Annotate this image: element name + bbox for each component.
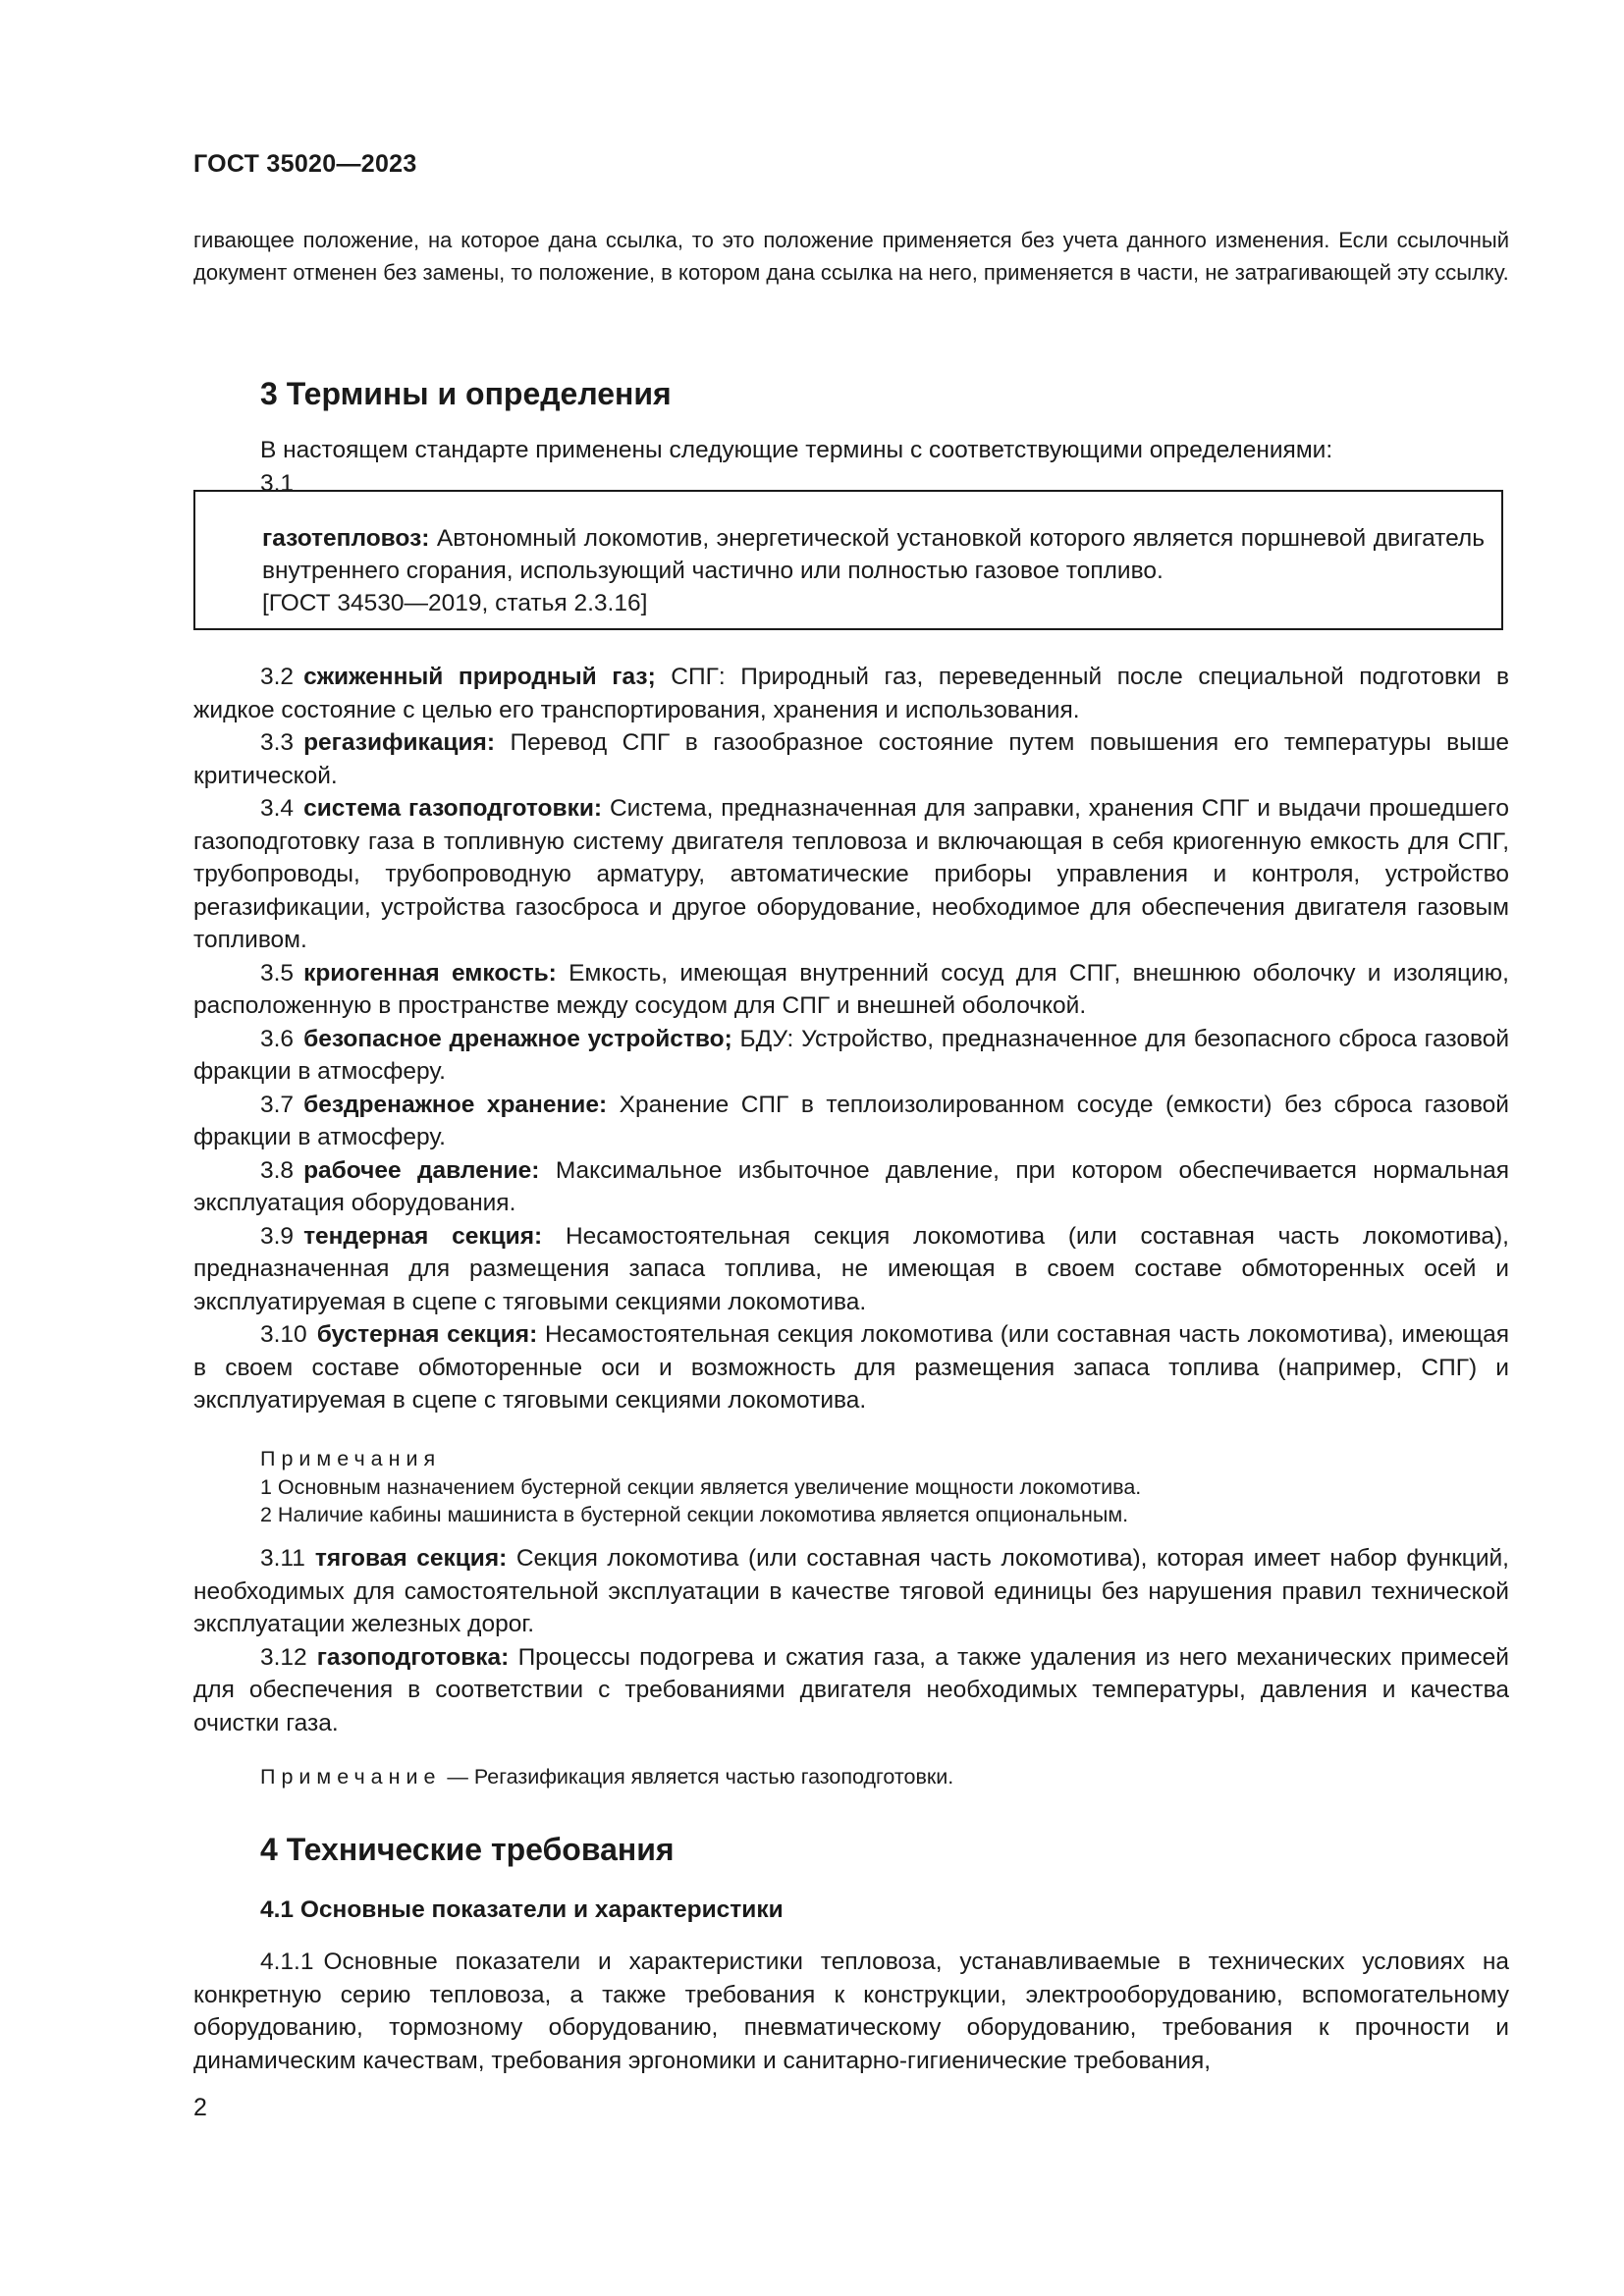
terms-list-b	[193, 1542, 1509, 1739]
notes-heading: Примечания	[260, 1447, 442, 1470]
section-3-heading: 3 Термины и определения	[260, 376, 672, 411]
term-item: 3.3 регазификация: Перевод СПГ в газообразное состояние путем повышения его температуры выше критической.	[193, 729, 1509, 789]
intro-paragraph-block	[193, 224, 1509, 289]
term-item: 3.12 газоподготовка: Процессы подогрева и сжатия газа, а также удаления из него механических примесей для обеспечения в соответствии с требованиями двигателя необходимых температуры, давления и качества очистки газа.	[193, 1643, 1509, 1736]
terms-list	[193, 661, 1509, 1417]
term-3-1-text	[262, 522, 1485, 587]
intro-paragraph: гивающее положение, на которое дана ссылка, то это положение применяется без учета данного изменения. Если ссылочный документ отменен без замены, то положение, в котором дана ссылка на него, применяется в части, не затрагивающей эту ссылку.	[193, 228, 1509, 285]
term-item: 3.7 бездренажное хранение: Хранение СПГ в теплоизолированном сосуде (емкости) без сброса газовой фракции в атмосферу.	[193, 1091, 1509, 1150]
term-3-1-term: газотепловоз:	[262, 525, 430, 552]
para-4-1-1-block	[193, 1946, 1509, 2077]
para-4-1-1: 4.1.1 Основные показатели и характеристики тепловоза, устанавливаемые в технических условиях на конкретную серию тепловоза, а также требования к конструкции, электрооборудованию, вспомогательному оборудованию, тормозному оборудованию, пневматическому оборудованию, требования к прочности и динамическим качествам, требования эргономики и санитарно-гигиенические требования,	[193, 1949, 1509, 2074]
term-3-1-source: [ГОСТ 34530—2019, статья 2.3.16]	[262, 590, 648, 616]
section-4-heading: 4 Технические требования	[260, 1832, 675, 1867]
note-3-12-text: — Регазификация является частью газоподготовки.	[441, 1765, 954, 1789]
section-4-1-heading: 4.1 Основные показатели и характеристики	[260, 1896, 784, 1923]
note-3-12-label: Примечание	[260, 1765, 442, 1789]
term-item: 3.5 криогенная емкость: Емкость, имеющая внутренний сосуд для СПГ, внешнюю оболочку и изоляцию, расположенную в пространстве между сосудом для СПГ и внешней оболочкой.	[193, 959, 1509, 1019]
term-item: 3.6 безопасное дренажное устройство; БДУ: Устройство, предназначенное для безопасного сброса газовой фракции в атмосферу.	[193, 1025, 1510, 1085]
term-item: 3.11 тяговая секция: Секция локомотива (или составная часть локомотива), которая имеет набор функций, необходимых для самостоятельной эксплуатации в качестве тяговой единицы без нарушения правил технической эксплуатации железных дорог.	[193, 1545, 1509, 1637]
term-item: 3.10 бустерная секция: Несамостоятельная секция локомотива (или составная часть локомотива), имеющая в своем составе обмоторенные оси и возможность для размещения запаса топлива (например, СПГ) и эксплуатируемая в сцепе с тяговыми секциями локомотива.	[193, 1321, 1509, 1414]
note-item-1: 1 Основным назначением бустерной секции является увеличение мощности локомотива.	[260, 1475, 1142, 1499]
quoted-term-box	[193, 490, 1503, 630]
term-item: 3.8 рабочее давление: Максимальное избыточное давление, при котором обеспечивается нормальная эксплуатация оборудования.	[193, 1156, 1509, 1216]
term-item: 3.9 тендерная секция: Несамостоятельная секция локомотива (или составная часть локомотива), предназначенная для размещения запаса топлива, не имеющая в своем составе обмоторенных осей и эксплуатируемая в сцепе с тяговыми секциями локомотива.	[193, 1222, 1509, 1315]
page-number: 2	[193, 2094, 207, 2121]
note-3-12	[260, 1763, 1507, 1790]
note-item-2: 2 Наличие кабины машиниста в бустерной секции локомотива является опциональным.	[260, 1503, 1129, 1526]
document-code-header: ГОСТ 35020—2023	[193, 150, 417, 178]
term-item: 3.4 система газоподготовки: Система, предназначенная для заправки, хранения СПГ и выдачи прошедшего газоподготовку газа в топливную систему двигателя тепловоза и включающая в себя криогенную емкость для СПГ, трубопроводы, трубопроводную арматуру, автоматические приборы управления и контроля, устройство регазификации, устройства газосброса и другое оборудование, необходимое для обеспечения двигателя газовым топливом.	[193, 795, 1509, 953]
section-3-lead: В настоящем стандарте применены следующие термины с соответствующими определениями:	[260, 437, 1333, 463]
term-item: 3.2 сжиженный природный газ; СПГ: Природный газ, переведенный после специальной подготовки в жидкое состояние с целью его транспортирования, хранения и использования.	[193, 664, 1509, 723]
term-3-1-number: 3.1	[260, 469, 295, 497]
term-3-1-definition: Автономный локомотив, энергетической установкой которого является поршневой двигатель внутреннего сгорания, использующий частично или полностью газовое топливо.	[262, 525, 1485, 584]
notes-block-3-10	[260, 1444, 1507, 1528]
